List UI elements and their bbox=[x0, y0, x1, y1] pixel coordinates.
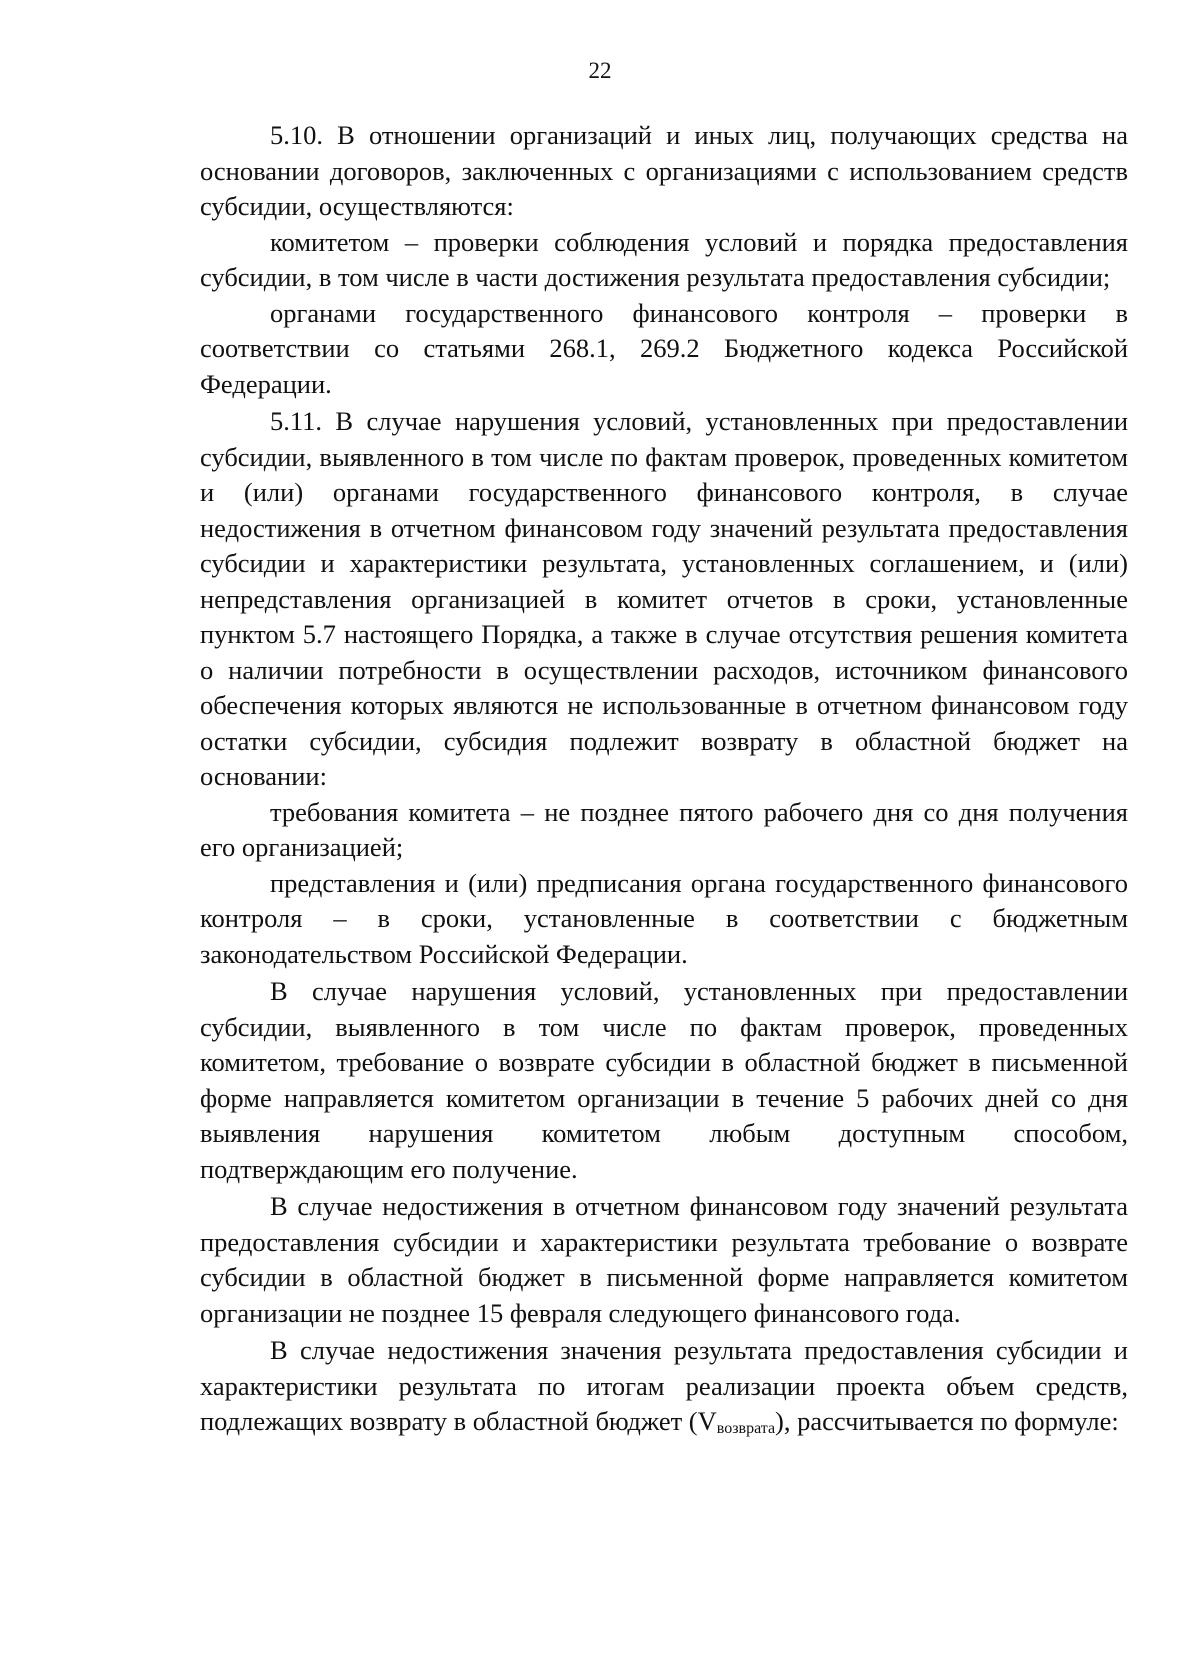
paragraph-committee-requirement: требования комитета – не позднее пятого рабочего дня со дня получения его организацией; bbox=[200, 796, 1128, 862]
paragraph-control-order: представления и (или) предписания органа государственного финансового контроля – в сроки, установленные в соответствии с бюджетным законодательством Российской Федерации. bbox=[200, 867, 1128, 969]
paragraph-committee-checks: комитетом – проверки соблюдения условий и порядка предоставления субсидии, в том числе в части достижения результата предоставления субсидии; bbox=[200, 226, 1128, 292]
formula-intro-ending: ), рассчитывается по формуле: bbox=[775, 1406, 1119, 1436]
document-body bbox=[200, 118, 1128, 1447]
paragraph-formula-intro bbox=[200, 1333, 1128, 1447]
paragraph-financial-control-checks: органами государственного финансового контроля – проверки в соответствии со статьями 268.1, 269.2 Бюджетного кодекса Российской Федерации. bbox=[200, 297, 1128, 399]
formula-intro-text: В случае недостижения значения результата предоставления субсидии и характеристики результата по итогам реализации проекта объем средств, подлежащих возврату в областной бюджет (V bbox=[200, 1335, 1128, 1436]
formula-subscript: возврата bbox=[716, 1420, 776, 1437]
paragraph-5-10: 5.10. В отношении организаций и иных лиц, получающих средства на основании договоров, заключенных с организациями с использованием средств субсидии, осуществляются: bbox=[200, 120, 1128, 221]
paragraph-violation-return: В случае нарушения условий, установленных при предоставлении субсидии, выявленного в том числе по фактам проверок, проведенных комитетом, требование о возврате субсидии в областной бюджет в письменной форме направляется комитетом организации в течение 5 рабочих дней со дня выявления нарушения комитетом любым доступным способом, подтверждающим его получение. bbox=[200, 976, 1128, 1184]
paragraph-result-return: В случае недостижения в отчетном финансовом году значений результата предоставления субсидии и характеристики результата требование о возврате субсидии в областной бюджет в письменной форме направляется комитетом организации не позднее 15 февраля следующего финансового года. bbox=[200, 1191, 1128, 1328]
paragraph-5-11: 5.11. В случае нарушения условий, установленных при предоставлении субсидии, выявленного в том числе по фактам проверок, проведенных комитетом и (или) органами государственного финансового контроля, в случае недостижения в отчетном финансовом году значений результата предоставления субсидии и характеристики результата, установленных соглашением, и (или) непредставления организацией в комитет отчетов в сроки, установленные пунктом 5.7 настоящего Порядка, а также в случае отсутствия решения комитета о наличии потребности в осуществлении расходов, источником финансового обеспечения которых являются не использованные в отчетном финансовом году остатки субсидии, субсидия подлежит возврату в областной бюджет на основании: bbox=[200, 406, 1128, 791]
page-number: 22 bbox=[588, 58, 612, 83]
